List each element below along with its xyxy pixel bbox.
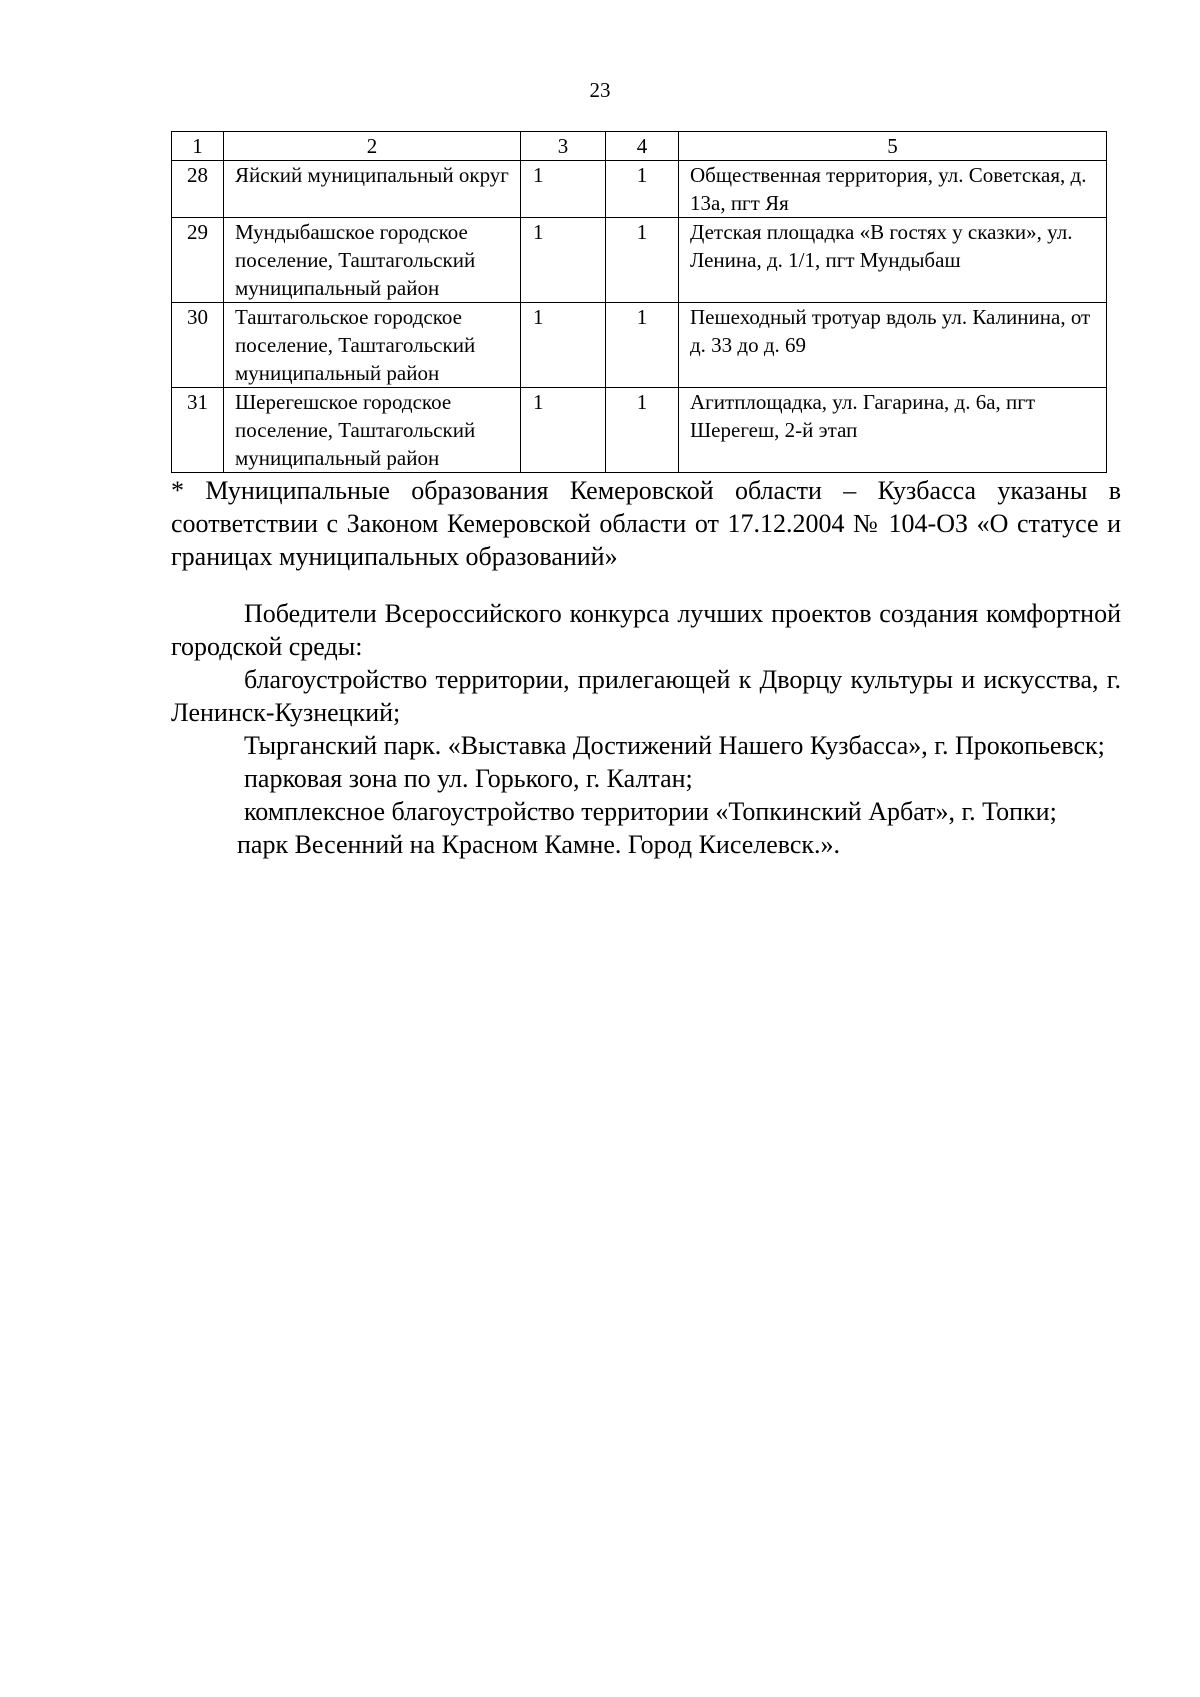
table-header-cell: 5 <box>679 132 1107 161</box>
table-header-row <box>172 132 1107 161</box>
row-number: 30 <box>172 303 224 388</box>
table-header-cell: 4 <box>606 132 679 161</box>
table-header-cell: 2 <box>224 132 521 161</box>
object-description: Общественная территория, ул. Советская, д. 13а, пгт Яя <box>679 161 1107 218</box>
winners-intro: Победители Всероссийского конкурса лучших проектов создания комфортной городской среды: <box>171 599 1121 661</box>
footnote: * Муниципальные образования Кемеровской области – Кузбасса указаны в соответствии с Законом Кемеровской области от 17.12.2004 № 104-ОЗ «О статусе и границах муниципальных образований» <box>171 476 1121 571</box>
table-row <box>172 218 1107 303</box>
col3-value: 1 <box>521 161 606 218</box>
municipality-name: Таштагольское городское поселение, Таштагольский муниципальный район <box>224 303 521 388</box>
table-header-cell: 3 <box>521 132 606 161</box>
winner-item: комплексное благоустройство территории «Топкинский Арбат», г. Топки; <box>244 797 1057 826</box>
municipality-name: Шерегешское городское поселение, Таштагольский муниципальный район <box>224 388 521 473</box>
winner-item: парковая зона по ул. Горького, г. Калтан; <box>244 764 693 793</box>
col4-value: 1 <box>606 218 679 303</box>
col4-value: 1 <box>606 161 679 218</box>
table-row <box>172 388 1107 473</box>
municipality-name: Яйский муниципальный округ <box>224 161 521 218</box>
winners-section <box>171 597 1121 861</box>
row-number: 29 <box>172 218 224 303</box>
municipality-name: Мундыбашское городское поселение, Таштагольский муниципальный район <box>224 218 521 303</box>
table-row <box>172 161 1107 218</box>
col3-value: 1 <box>521 218 606 303</box>
row-number: 31 <box>172 388 224 473</box>
winner-item: Тырганский парк. «Выставка Достижений Нашего Кузбасса», г. Прокопьевск; <box>244 731 1105 760</box>
object-description: Пешеходный тротуар вдоль ул. Калинина, от д. 33 до д. 69 <box>679 303 1107 388</box>
object-description: Детская площадка «В гостях у сказки», ул. Ленина, д. 1/1, пгт Мундыбаш <box>679 218 1107 303</box>
row-number: 28 <box>172 161 224 218</box>
table-row <box>172 303 1107 388</box>
col3-value: 1 <box>521 303 606 388</box>
table-header-cell: 1 <box>172 132 224 161</box>
winner-item: благоустройство территории, прилегающей к Дворцу культуры и искусства, г. Ленинск-Кузнецкий; <box>171 665 1121 727</box>
page-number: 23 <box>589 78 611 102</box>
col4-value: 1 <box>606 388 679 473</box>
col4-value: 1 <box>606 303 679 388</box>
projects-table <box>171 131 1107 473</box>
winner-item: парк Весенний на Красном Камне. Город Киселевск.». <box>237 830 841 859</box>
object-description: Агитплощадка, ул. Гагарина, д. 6а, пгт Шерегеш, 2-й этап <box>679 388 1107 473</box>
col3-value: 1 <box>521 388 606 473</box>
